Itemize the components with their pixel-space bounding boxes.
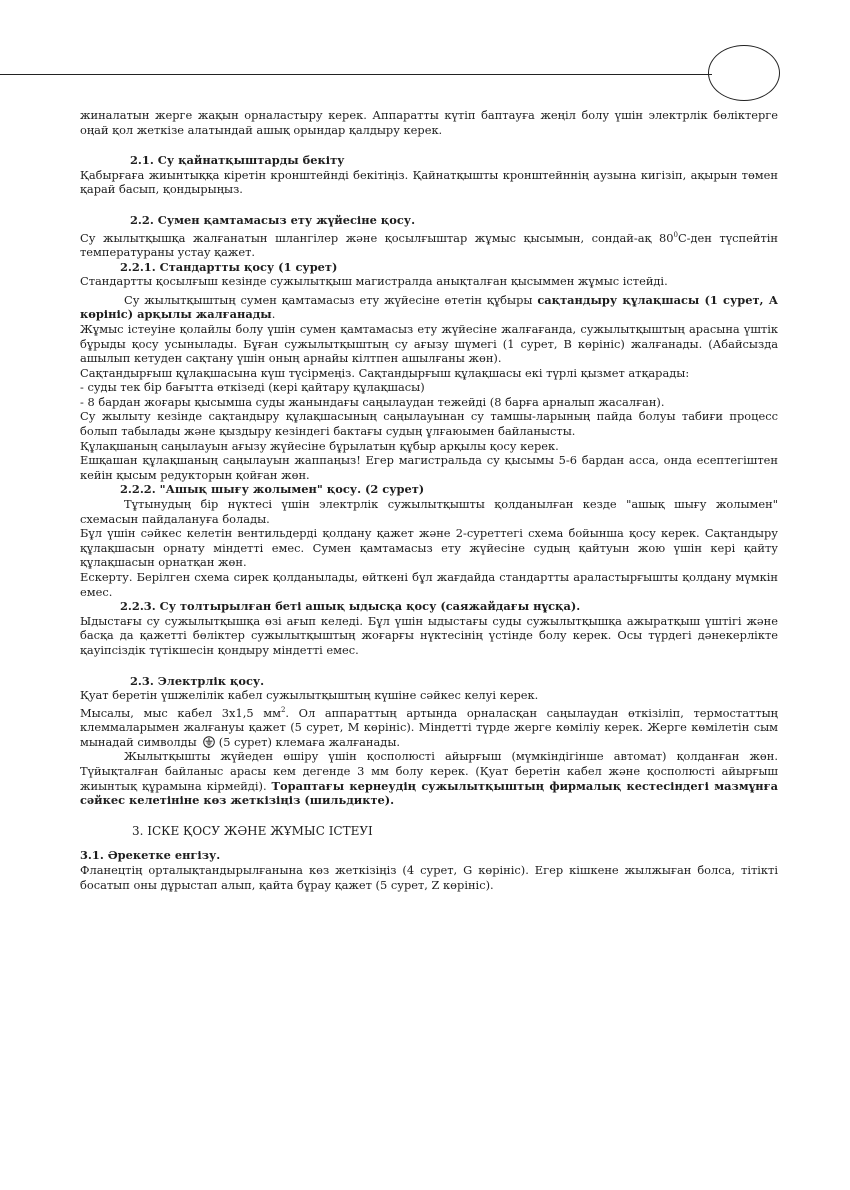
paragraph — [80, 293, 778, 322]
paragraph: Ыдыстағы су сужылытқышқа өзі ағып келеді. Бұл үшін ыдыстағы суды сужылытқышқа ажыратқыш үштігі және басқа да қажетті бөліктер сужылытқыштың жоғарғы нүктесінің үстінде болу керек. Осы түрдегі дәнекерлікте қауіпсіздік түтікшесін қондыру міндетті емес. — [80, 613, 778, 657]
text-run: Су жылытқыштың сумен қамтамасыз ету жүйесіне өтетін құбыры — [124, 292, 538, 307]
paragraph: Фланецтің орталықтандырылғанына көз жеткізіңіз (4 сурет, G көрініс). Егер кішкене жылжыған болса, тітікті босатып оны дұрыстап алып, қайта бұрау қажет (5 сурет, Z көрініс). — [80, 862, 778, 892]
bold-run: сақтандыру құлақшасы (1 сурет, А көрініс) арқылы жалғанады — [80, 292, 779, 322]
paragraph: Жұмыс істеуіне қолайлы болу үшін сумен қамтамасыз ету жүйесіне жалғағанда, сужылытқыштың арасына үштік бұрыды қосу усынылады. Бұған сужылытқыштың су ағызу шүмегі (1 сурет, В көрініс) жалғанады. (Абайсызда ашылып кетуден сақтану үшін оның арнайы кілтпен ашылғаны жөн). — [80, 321, 778, 366]
text-run: Мысалы, мыс кабел 3х1,5 мм — [80, 705, 281, 720]
heading-2-2-3: 2.2.3. Су толтырылған беті ашық ыдысқа қосу (саяжайдағы нұсқа). — [120, 599, 581, 614]
text-run: (5 сурет) клемаға жалғанады. — [218, 734, 401, 749]
paragraph: Тұтынудың бір нүктесі үшін электрлік сужылытқышты қолданылған кезде "ашық шығу жолымен" схемасын пайдалануға болады. — [80, 497, 778, 526]
text-run: 80 — [659, 230, 674, 245]
heading-2-2-2: 2.2.2. "Ашық шығу жолымен" қосу. (2 сурет) — [120, 482, 425, 497]
paragraph: Ешқашан құлақшаның саңылауын жаппаңыз! Егер магистральда су қысымы 5-6 бардан асса, онда есептегіштен кейін қысым редукторын қойған жөн. — [80, 453, 778, 482]
heading-2-2-1: 2.2.1. Стандартты қосу (1 сурет) — [120, 259, 338, 274]
heading-3: 3. ІСКЕ ҚОСУ ЖӘНЕ ЖҰМЫС ІСТЕУІ — [132, 823, 373, 838]
superscript: 0 — [673, 230, 678, 239]
heading-2-1: 2.1. Су қайнатқыштарды бекіту — [130, 153, 345, 168]
document-body — [80, 108, 778, 892]
paragraph: Бұл үшін сәйкес келетін вентильдерді қолдану қажет және 2-суреттегі схема бойынша қосу керек. Сақтандыру құлақшасын орнату міндетті емес. Сумен қамтамасыз ету жүйесіне судың қайтуын жою үшін кері қайту құлақшасын орнатқан жөн. — [80, 526, 778, 570]
heading-3-1: 3.1. Әрекетке енгізу. — [80, 848, 221, 863]
text-run: . Ол аппараттың артында орналасқан саңылаудан өткізіліп, термостаттың клеммаларымен жалғануы қажет (5 сурет, М көрініс). Міндетті түрде жерге көміліу керек. Жерге көмілетін сым мынадай символды — [80, 705, 778, 749]
list-item: - суды тек бір бағытта өткізеді (кері қайтару құлақшасы) — [80, 380, 425, 395]
text-run: . — [271, 307, 276, 322]
text-run: С-ден түспейтін температураны устау қажет. — [80, 230, 779, 259]
list-item: - 8 бардан жоғары қысымша суды жанындағы саңылаудан тежейді (8 барға арналып жасалған). — [80, 394, 665, 409]
text-run: Су жылытқышқа жалғанатын шлангілер және қосылғыштар жұмыс қысымын, сондай-ақ — [80, 230, 652, 245]
paragraph: Қуат беретін үшжелілік кабел сужылытқыштың күшіне сәйкес келуі керек. — [80, 688, 539, 703]
header-rule — [0, 74, 712, 75]
page-number-oval — [708, 45, 780, 101]
bold-run: Тораптағы кернеудің сужылытқыштың фирмалық кестесіндегі мазмұнға сәйкес келетініне көз жеткізіңіз (шильдикте). — [80, 778, 778, 808]
text-run: Жылытқышты жүйеден өшіру үшін қосполюсті айырғыш (мүмкіндігінше автомат) қолданған жөн. Түйықталған байланыс арасы кем дегенде 3 мм болу керек. (Қуат беретін кабел және қосполюсті айырғыш жиынтық құрамына кірмейді). — [80, 749, 778, 793]
paragraph: Қабырғаға жиынтыққа кіретін кронштейнді бекітіңіз. Қайнатқышты кронштейннің аузына кигізіп, ақырын төмен қарай басып, қондырыңыз. — [80, 167, 778, 197]
paragraph: Су жылыту кезінде сақтандыру құлақшасының саңылауынан су тамшы-ларының пайда болуы табиғи процесс болып табылады және қыздыру кезіндегі бактағы судың ұлғаюымен байланысты. — [80, 409, 778, 439]
paragraph — [80, 703, 778, 750]
ground-symbol-icon — [203, 736, 215, 748]
paragraph: жиналатын жерге жақын орналастыру керек. Аппаратты күтіп баптауға жеңіл болу үшін электрлік бөліктерге оңай қол жеткізе алатындай ашық орындар қалдыру керек. — [80, 108, 778, 137]
superscript: 2 — [280, 705, 286, 714]
heading-2-3: 2.3. Электрлік қосу. — [130, 673, 265, 688]
paragraph: Ескерту. Берілген схема сирек қолданылады, өйткені бұл жағдайда стандартты араластырғышты қолдану мүмкін емес. — [80, 570, 778, 599]
paragraph — [80, 228, 778, 260]
heading-2-2: 2.2. Сумен қамтамасыз ету жүйесіне қосу. — [130, 212, 416, 227]
paragraph: Стандартты қосылғыш кезінде сужылытқыш магистралда анықталған қысыммен жұмыс істейді. — [80, 274, 668, 289]
paragraph: Сақтандырғыш құлақшасына күш түсірмеңіз. Сақтандырғыш құлақшасы екі түрлі қызмет атқарады: — [80, 365, 690, 380]
paragraph — [80, 749, 778, 807]
paragraph: Құлақшаның саңылауын ағызу жүйесіне бұрылатын құбыр арқылы қосу керек. — [80, 438, 559, 453]
